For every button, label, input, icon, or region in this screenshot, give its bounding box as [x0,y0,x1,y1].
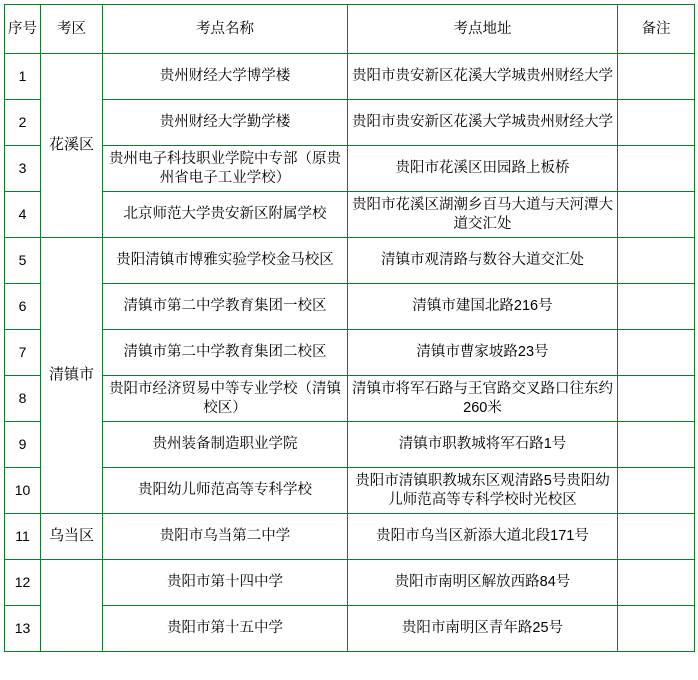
header-district: 考区 [41,5,103,54]
cell-site-name: 贵阳清镇市博雅实验学校金马校区 [103,238,348,284]
cell-remark [618,100,695,146]
cell-remark [618,422,695,468]
cell-remark [618,192,695,238]
cell-site-address: 清镇市曹家坡路23号 [348,330,618,376]
cell-index: 3 [5,146,41,192]
table-row [5,100,695,146]
cell-remark [618,330,695,376]
table-row [5,606,695,652]
cell-site-address: 清镇市将军石路与王官路交叉路口往东约260米 [348,376,618,422]
table-header-row [5,5,695,54]
cell-index: 4 [5,192,41,238]
header-site-address: 考点地址 [348,5,618,54]
cell-remark [618,514,695,560]
cell-site-address: 贵阳市贵安新区花溪大学城贵州财经大学 [348,54,618,100]
cell-index: 6 [5,284,41,330]
cell-site-address: 贵阳市清镇职教城东区观清路5号贵阳幼儿师范高等专科学校时光校区 [348,468,618,514]
cell-site-name: 贵州装备制造职业学院 [103,422,348,468]
cell-site-address: 贵阳市南明区青年路25号 [348,606,618,652]
cell-remark [618,560,695,606]
header-index: 序号 [5,5,41,54]
exam-sites-table [4,4,695,652]
cell-remark [618,146,695,192]
cell-site-name: 贵阳幼儿师范高等专科学校 [103,468,348,514]
cell-site-address: 清镇市建国北路216号 [348,284,618,330]
cell-site-name: 贵州财经大学博学楼 [103,54,348,100]
cell-site-address: 贵阳市南明区解放西路84号 [348,560,618,606]
table-header [5,5,695,54]
cell-district: 乌当区 [41,514,103,560]
table-body [5,54,695,652]
cell-index: 9 [5,422,41,468]
cell-index: 12 [5,560,41,606]
cell-site-name: 贵阳市乌当第二中学 [103,514,348,560]
cell-site-name: 北京师范大学贵安新区附属学校 [103,192,348,238]
cell-remark [618,238,695,284]
table-row [5,284,695,330]
header-site-name: 考点名称 [103,5,348,54]
table-row [5,54,695,100]
table-row [5,514,695,560]
table-row [5,468,695,514]
table-row [5,330,695,376]
cell-district [41,560,103,652]
cell-site-name: 贵州电子科技职业学院中专部（原贵州省电子工业学校） [103,146,348,192]
cell-site-name: 清镇市第二中学教育集团二校区 [103,330,348,376]
cell-site-name: 贵阳市第十四中学 [103,560,348,606]
cell-site-address: 贵阳市贵安新区花溪大学城贵州财经大学 [348,100,618,146]
cell-remark [618,284,695,330]
cell-district: 花溪区 [41,54,103,238]
table-row [5,238,695,284]
cell-site-address: 清镇市观清路与数谷大道交汇处 [348,238,618,284]
table-row [5,376,695,422]
cell-remark [618,376,695,422]
cell-remark [618,468,695,514]
table-row [5,146,695,192]
cell-remark [618,54,695,100]
cell-index: 8 [5,376,41,422]
cell-site-name: 贵阳市第十五中学 [103,606,348,652]
table-row [5,560,695,606]
cell-index: 13 [5,606,41,652]
cell-site-address: 贵阳市花溪区田园路上板桥 [348,146,618,192]
cell-site-address: 贵阳市乌当区新添大道北段171号 [348,514,618,560]
cell-district: 清镇市 [41,238,103,514]
cell-site-address: 贵阳市花溪区湖潮乡百马大道与天河潭大道交汇处 [348,192,618,238]
table-row [5,192,695,238]
cell-index: 1 [5,54,41,100]
cell-index: 7 [5,330,41,376]
cell-site-name: 贵阳市经济贸易中等专业学校（清镇校区） [103,376,348,422]
cell-index: 5 [5,238,41,284]
cell-remark [618,606,695,652]
cell-index: 2 [5,100,41,146]
cell-site-address: 清镇市职教城将军石路1号 [348,422,618,468]
cell-site-name: 贵州财经大学勤学楼 [103,100,348,146]
table-row [5,422,695,468]
cell-index: 10 [5,468,41,514]
cell-index: 11 [5,514,41,560]
header-remark: 备注 [618,5,695,54]
cell-site-name: 清镇市第二中学教育集团一校区 [103,284,348,330]
